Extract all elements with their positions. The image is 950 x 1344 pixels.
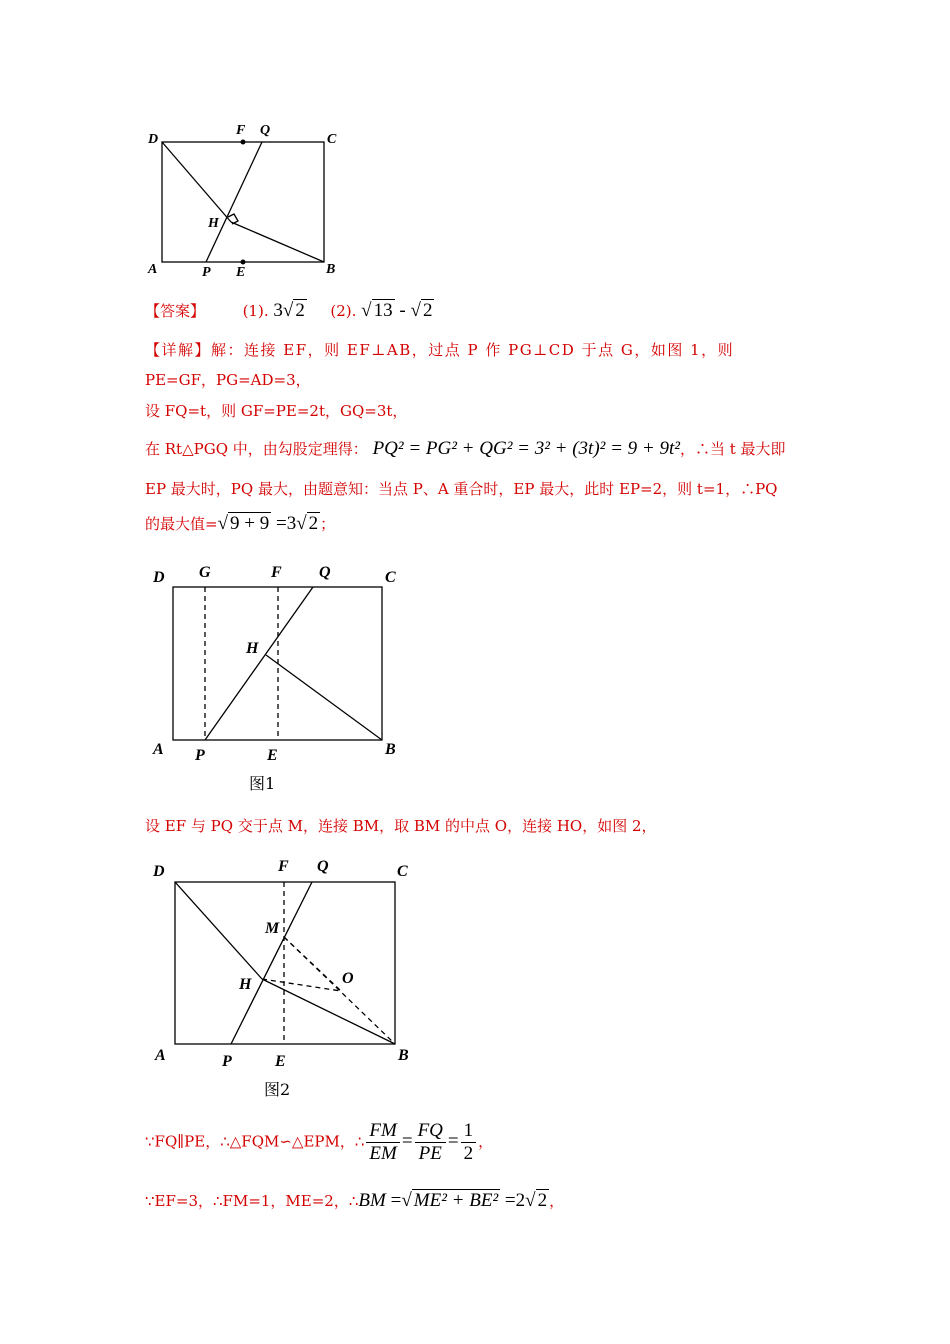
label-f: F	[236, 123, 246, 138]
label-d: D	[148, 132, 159, 147]
fig1-caption: 图1	[249, 774, 276, 793]
answer-tag: 【答案】	[145, 302, 206, 320]
step-2-post: ，	[549, 1192, 565, 1210]
detail-line-6-pre: 的最大值=	[145, 515, 218, 533]
label-p: P	[202, 265, 211, 280]
figure-top	[140, 118, 350, 283]
step-1: ∵FQ∥PE，∴△FQM∽△EPM，∴ $\frac{FM}{EM}$ = $\frac{FQ}{PE}$ = $\frac{1}{2}$ ，	[145, 1120, 494, 1164]
frac1-num: FM	[366, 1120, 399, 1143]
fig2-label-c: C	[397, 863, 408, 880]
detail-line-4-pre: 在 Rt△PGQ 中，由勾股定理得：	[145, 440, 368, 458]
fig1-label-e: E	[267, 747, 278, 764]
fig1-label-c: C	[385, 569, 396, 586]
fig2-label-m: M	[265, 920, 280, 937]
figure-1	[145, 558, 415, 768]
fig2-label-p: P	[222, 1053, 232, 1070]
step-2-rhs-rad: 2	[537, 1190, 548, 1211]
fig2-label-e: E	[275, 1053, 286, 1070]
detail-line-3: 设 FQ=t，则 GF=PE=2t，GQ=3t，	[145, 402, 408, 420]
step-2-lhs: BM	[358, 1190, 386, 1211]
answer-part1-label: (1).	[242, 302, 269, 320]
detail-line-5: EP 最大时，PQ 最大，由题意知：当点 P、A 重合时，EP 最大，此时 EP=2，则 t=1，∴PQ	[145, 480, 778, 498]
answer-part2-radicand2: 2	[422, 300, 433, 321]
label-a: A	[148, 262, 158, 277]
label-e: E	[236, 265, 246, 280]
fig1-label-d: D	[153, 569, 165, 586]
pythagoras-formula: PQ² = PG² + QG² = 3² + (3t)² = 9 + 9t²	[372, 438, 680, 459]
label-b: B	[326, 262, 336, 277]
fig1-label-p: P	[195, 747, 205, 764]
detail-line-6-post: ；	[320, 515, 336, 533]
answer-part2-label: (2).	[330, 302, 357, 320]
detail-line-2: PE=GF，PG=AD=3，	[145, 371, 311, 389]
step-2: ∵EF=3，∴FM=1，ME=2，∴BM =√ ME² + BE² =2√ 2 ，	[145, 1190, 565, 1211]
fig2-label-o: O	[342, 970, 354, 987]
figure-2	[145, 852, 425, 1077]
frac2-den: PE	[418, 1143, 442, 1164]
answer-part1-radicand: 2	[295, 300, 305, 321]
fig2-label-h: H	[239, 976, 252, 993]
fig2-label-q: Q	[317, 858, 329, 875]
frac2-num: FQ	[415, 1120, 446, 1143]
step-1-pre: ∵FQ∥PE，∴△FQM∽△EPM，∴	[145, 1132, 365, 1151]
paragraph-2: 设 EF 与 PQ 交于点 M，连接 BM，取 BM 的中点 O，连接 HO，如图 2，	[145, 817, 657, 835]
fig1-label-g: G	[199, 564, 211, 581]
detail-line-4	[145, 438, 786, 460]
fig1-label-a: A	[153, 741, 164, 758]
label-h: H	[208, 216, 219, 231]
fig2-label-f: F	[278, 858, 289, 875]
label-c: C	[327, 132, 337, 147]
fig1-label-b: B	[385, 741, 396, 758]
frac3-num: 1	[461, 1120, 477, 1143]
max-eq: =3	[276, 513, 297, 534]
step-2-radicand: ME² + BE²	[413, 1190, 499, 1211]
detail-line-4-post: ，∴当 t 最大即	[679, 440, 786, 458]
label-q: Q	[260, 123, 271, 138]
rectangle-abcd	[162, 142, 324, 262]
fig1-label-f: F	[271, 564, 282, 581]
fig2-label-b: B	[398, 1047, 409, 1064]
frac1-den: EM	[369, 1143, 397, 1164]
frac3-den: 2	[463, 1143, 474, 1164]
answer-line: 【答案】 (1). 3√ 2 (2). √ 13 - √ 2	[145, 300, 433, 321]
step-1-post: ，	[478, 1132, 494, 1151]
step-2-rhs-coef: =2	[504, 1190, 526, 1211]
detail-line-1: 【详解】解：连接 EF，则 EF⊥AB，过点 P 作 PG⊥CD 于点 G，如图 1，则	[145, 341, 735, 359]
fig1-label-q: Q	[319, 564, 331, 581]
answer-part1-coef: 3	[273, 300, 283, 321]
max-radicand: 9 + 9	[230, 513, 270, 534]
answer-part2-radicand1: 13	[373, 300, 393, 321]
fig1-label-h: H	[246, 640, 259, 657]
fig2-label-d: D	[153, 863, 165, 880]
fig2-caption: 图2	[264, 1080, 291, 1099]
step-2-pre: ∵EF=3，∴FM=1，ME=2，∴	[145, 1192, 359, 1210]
answer-minus: -	[399, 300, 406, 321]
detail-line-6: 的最大值=√ 9 + 9 =3√ 2 ；	[145, 513, 336, 534]
max-radicand-2: 2	[308, 513, 319, 534]
fig2-label-a: A	[155, 1047, 166, 1064]
